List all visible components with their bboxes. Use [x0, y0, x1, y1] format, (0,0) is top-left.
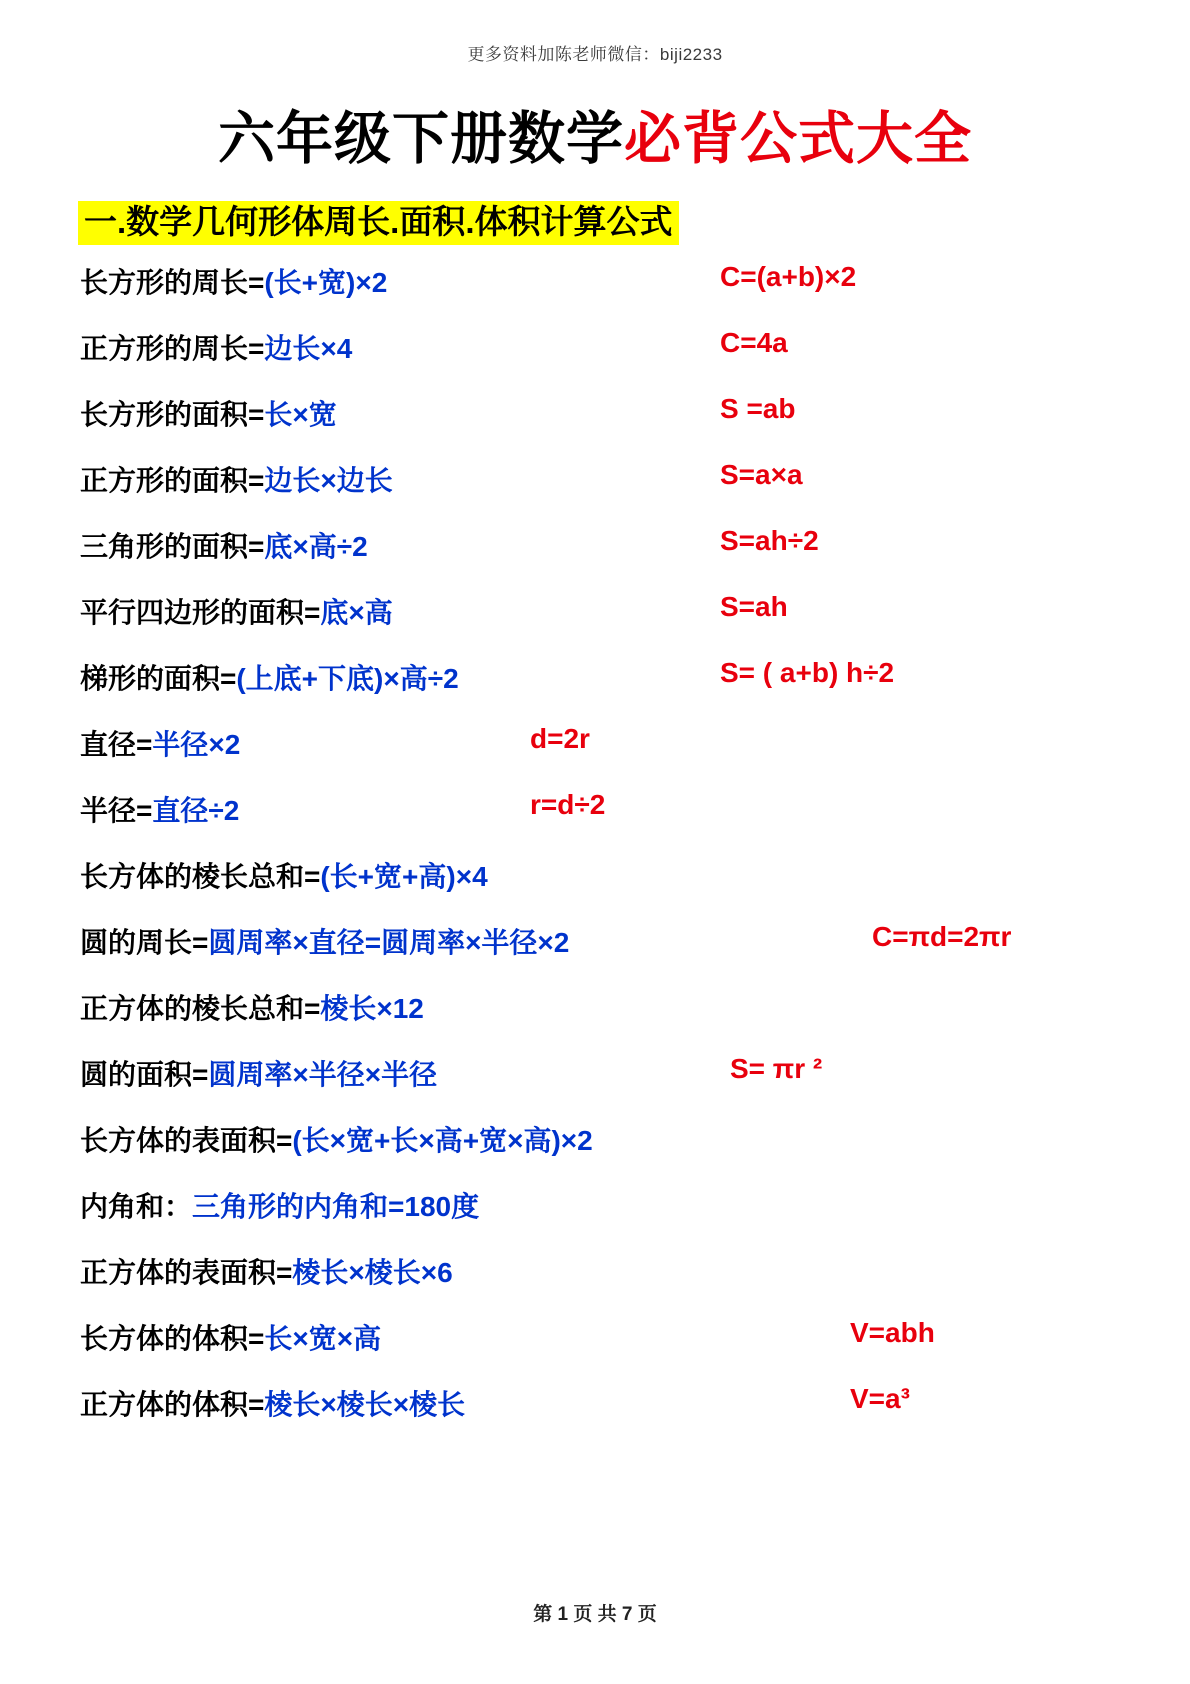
formula-left [80, 327, 352, 367]
formula-expression: 圆周率×直径=圆周率×半径×2 [208, 927, 570, 959]
formula-expression: (长+宽+高)×4 [320, 861, 488, 893]
formula-symbolic [730, 1053, 822, 1085]
formula-row [80, 393, 1130, 459]
page-footer [0, 1599, 1190, 1626]
page-title [60, 93, 1130, 175]
formula-expression: 三角形的内角和=180度 [192, 1191, 480, 1223]
formula-symbolic [872, 921, 1011, 953]
formula-left [80, 1317, 381, 1357]
formula-symbolic-text: V=abh [850, 1317, 935, 1349]
formula-left [80, 591, 393, 631]
formula-label: 梯形的面积= [80, 663, 237, 695]
formula-row [80, 855, 1130, 921]
formula-row [80, 657, 1130, 723]
formula-symbolic [720, 525, 819, 557]
formula-left [80, 1053, 437, 1093]
formula-expression: 棱长×12 [320, 993, 424, 1025]
formula-label: 长方形的周长= [80, 267, 265, 299]
formula-symbolic [850, 1383, 910, 1415]
title-part-red: 必背公式大全 [624, 107, 972, 171]
formula-left [80, 1119, 593, 1159]
formula-symbolic-text: S=a×a [720, 459, 803, 491]
formula-symbolic-text: V=a³ [850, 1383, 910, 1415]
formula-expression: 长×宽×高 [264, 1323, 382, 1355]
formula-label: 正方形的周长= [80, 333, 265, 365]
formula-left [80, 789, 239, 829]
footer-page-number: 1 [557, 1604, 569, 1625]
formula-symbolic-text: r=d÷2 [530, 789, 606, 821]
formula-label: 正方体的体积= [80, 1389, 265, 1421]
formula-row [80, 1251, 1130, 1317]
formula-row [80, 327, 1130, 393]
formula-row [80, 1317, 1130, 1383]
formula-label: 内角和： [80, 1191, 193, 1223]
section-heading-wrap [60, 175, 1130, 245]
formula-label: 圆的周长= [80, 927, 209, 959]
formula-expression: (长×宽+长×高+宽×高)×2 [292, 1125, 593, 1157]
formula-label: 正方形的面积= [80, 465, 265, 497]
formula-expression: 底×高÷2 [264, 531, 368, 563]
formula-row [80, 459, 1130, 525]
formula-symbolic [530, 789, 605, 821]
formula-label: 平行四边形的面积= [80, 597, 321, 629]
formula-expression: 长×宽 [264, 399, 337, 431]
formula-label: 正方体的棱长总和= [80, 993, 321, 1025]
formula-symbolic [720, 261, 856, 293]
section-heading: 一.数学几何形体周长.面积.体积计算公式 [78, 201, 679, 245]
formula-symbolic [720, 327, 788, 359]
formula-symbolic [720, 393, 795, 425]
formula-row [80, 723, 1130, 789]
watermark-text: 更多资料加陈老师微信：biji2233 [467, 45, 723, 64]
formula-left [80, 1185, 479, 1225]
formula-label: 长方形的面积= [80, 399, 265, 431]
formula-row [80, 987, 1130, 1053]
formula-left [80, 723, 240, 763]
formula-symbolic [850, 1317, 935, 1349]
formula-label: 半径= [80, 795, 153, 827]
formula-symbolic [720, 459, 803, 491]
formula-left [80, 1383, 465, 1423]
formula-left [80, 855, 488, 895]
formula-left [80, 657, 459, 697]
formula-symbolic-text: C=4a [720, 327, 788, 359]
formula-symbolic-text: S= πr ² [730, 1053, 823, 1085]
formula-expression: 边长×4 [264, 333, 353, 365]
footer-suffix: 页 [637, 1604, 657, 1625]
formula-symbolic [530, 723, 590, 755]
formula-symbolic-text: d=2r [530, 723, 590, 755]
formula-left [80, 261, 387, 301]
footer-middle: 页 共 [573, 1604, 617, 1625]
formula-label: 圆的面积= [80, 1059, 209, 1091]
formula-list [80, 261, 1130, 1449]
formula-expression: 圆周率×半径×半径 [208, 1059, 438, 1091]
formula-label: 长方体的体积= [80, 1323, 265, 1355]
formula-symbolic-text: S=ah÷2 [720, 525, 819, 557]
formula-symbolic-text: C=πd=2πr [872, 921, 1012, 953]
formula-expression: 直径÷2 [152, 795, 240, 827]
formula-row [80, 1119, 1130, 1185]
footer-total-pages: 7 [621, 1604, 633, 1625]
formula-row [80, 1185, 1130, 1251]
formula-expression: 边长×边长 [264, 465, 393, 497]
formula-expression: 棱长×棱长×6 [292, 1257, 453, 1289]
formula-left [80, 525, 368, 565]
formula-left [80, 921, 569, 961]
formula-row [80, 261, 1130, 327]
formula-expression: 棱长×棱长×棱长 [264, 1389, 466, 1421]
formula-label: 长方体的棱长总和= [80, 861, 321, 893]
formula-label: 直径= [80, 729, 153, 761]
formula-label: 长方体的表面积= [80, 1125, 293, 1157]
formula-row [80, 1383, 1130, 1449]
formula-symbolic-text: S= ( a+b) h÷2 [720, 657, 895, 689]
title-part-black: 六年级下册数学 [218, 107, 624, 171]
formula-label: 三角形的面积= [80, 531, 265, 563]
formula-symbolic-text: C=(a+b)×2 [720, 261, 857, 293]
formula-left [80, 987, 424, 1027]
formula-row [80, 921, 1130, 987]
formula-symbolic [720, 591, 788, 623]
formula-label: 正方体的表面积= [80, 1257, 293, 1289]
formula-row [80, 591, 1130, 657]
formula-symbolic-text: S =ab [720, 393, 796, 425]
formula-expression: 底×高 [320, 597, 393, 629]
formula-row [80, 1053, 1130, 1119]
formula-left [80, 393, 337, 433]
formula-row [80, 789, 1130, 855]
formula-left [80, 1251, 453, 1291]
formula-left [80, 459, 393, 499]
formula-row [80, 525, 1130, 591]
formula-expression: 半径×2 [152, 729, 241, 761]
formula-expression: (长+宽)×2 [264, 267, 388, 299]
formula-symbolic-text: S=ah [720, 591, 788, 623]
footer-prefix: 第 [533, 1604, 553, 1625]
formula-symbolic [720, 657, 894, 689]
formula-expression: (上底+下底)×高÷2 [236, 663, 459, 695]
